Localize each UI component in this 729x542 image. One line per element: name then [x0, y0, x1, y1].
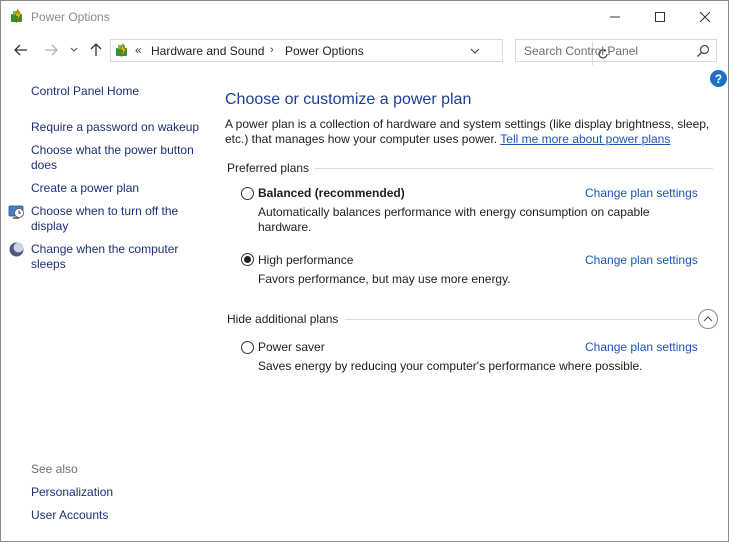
title-bar[interactable] — [1, 1, 728, 32]
high-performance-plan-description: Favors performance, but may use more energy. — [258, 272, 511, 286]
address-dropdown-button[interactable] — [468, 45, 482, 57]
forward-arrow-icon — [44, 44, 58, 56]
breadcrumb-separator[interactable]: › — [270, 44, 274, 56]
power-saver-change-settings-link[interactable]: Change plan settings — [585, 340, 698, 354]
user-accounts-link[interactable]: User Accounts — [31, 508, 109, 522]
balanced-change-settings-link[interactable]: Change plan settings — [585, 186, 698, 200]
chevron-down-icon — [70, 47, 78, 53]
window-title: Power Options — [31, 10, 110, 24]
help-button[interactable]: ? — [710, 70, 727, 87]
navigation-bar — [1, 37, 728, 63]
divider — [345, 319, 697, 320]
breadcrumb-overflow[interactable]: « — [135, 43, 142, 57]
page-title: Choose or customize a power plan — [225, 91, 472, 108]
maximize-icon — [654, 11, 666, 23]
power-options-icon — [9, 8, 26, 25]
balanced-plan-name[interactable]: Balanced (recommended) — [258, 186, 405, 200]
minimize-button[interactable] — [592, 1, 638, 32]
intro-paragraph — [225, 117, 715, 147]
breadcrumb-power-options[interactable]: Power Options — [285, 44, 364, 58]
breadcrumb-hardware-and-sound[interactable]: Hardware and Sound — [151, 44, 265, 58]
recent-locations-button[interactable] — [67, 39, 81, 61]
chevron-up-icon — [703, 316, 713, 322]
chevron-down-icon — [468, 45, 482, 57]
forward-button[interactable] — [41, 39, 61, 61]
divider — [311, 168, 713, 169]
balanced-radio[interactable] — [241, 187, 254, 200]
high-performance-plan-name[interactable]: High performance — [258, 253, 354, 267]
control-panel-home-link[interactable]: Control Panel Home — [31, 84, 140, 98]
address-bar[interactable] — [110, 39, 503, 62]
up-button[interactable] — [87, 39, 105, 61]
learn-more-link[interactable]: Tell me more about power plans — [500, 132, 671, 146]
up-arrow-icon — [90, 43, 102, 57]
back-arrow-icon — [14, 44, 28, 56]
power-saver-radio[interactable] — [241, 341, 254, 354]
search-placeholder: Search Control Panel — [524, 44, 639, 58]
sleep-moon-icon — [9, 242, 24, 257]
personalization-link[interactable]: Personalization — [31, 485, 114, 499]
collapse-button[interactable] — [698, 309, 718, 329]
high-performance-radio[interactable] — [241, 253, 254, 266]
search-input[interactable] — [515, 39, 717, 62]
preferred-plans-heading: Preferred plans — [227, 161, 315, 175]
search-icon[interactable] — [696, 44, 710, 58]
turn-off-display-link[interactable]: Choose when to turn off the display — [31, 204, 179, 233]
balanced-plan-description: Automatically balances performance with energy consumption on capable hardware. — [258, 205, 650, 234]
maximize-button[interactable] — [637, 1, 683, 32]
hide-additional-plans-heading[interactable]: Hide additional plans — [227, 312, 344, 326]
display-icon — [8, 204, 25, 220]
minimize-icon — [609, 11, 621, 23]
see-also-heading: See also — [31, 462, 78, 476]
back-button[interactable] — [11, 39, 31, 61]
require-password-link[interactable]: Require a password on wakeup — [31, 120, 200, 134]
left-nav-pane — [1, 63, 215, 541]
close-icon — [699, 11, 711, 23]
computer-sleeps-link[interactable]: Change when the computer sleeps — [31, 242, 179, 271]
intro-text: A power plan is a collection of hardware and system settings (like display brightness, sleep, etc.) that manages how your computer uses power. — [225, 117, 710, 146]
power-button-link[interactable]: Choose what the power button does — [31, 143, 194, 172]
power-saver-plan-description: Saves energy by reducing your computer's performance where possible. — [258, 359, 643, 373]
close-button[interactable] — [682, 1, 728, 32]
control-panel-icon — [115, 43, 131, 59]
high-performance-change-settings-link[interactable]: Change plan settings — [585, 253, 698, 267]
create-power-plan-link[interactable]: Create a power plan — [31, 181, 140, 195]
power-saver-plan-name[interactable]: Power saver — [258, 340, 325, 354]
